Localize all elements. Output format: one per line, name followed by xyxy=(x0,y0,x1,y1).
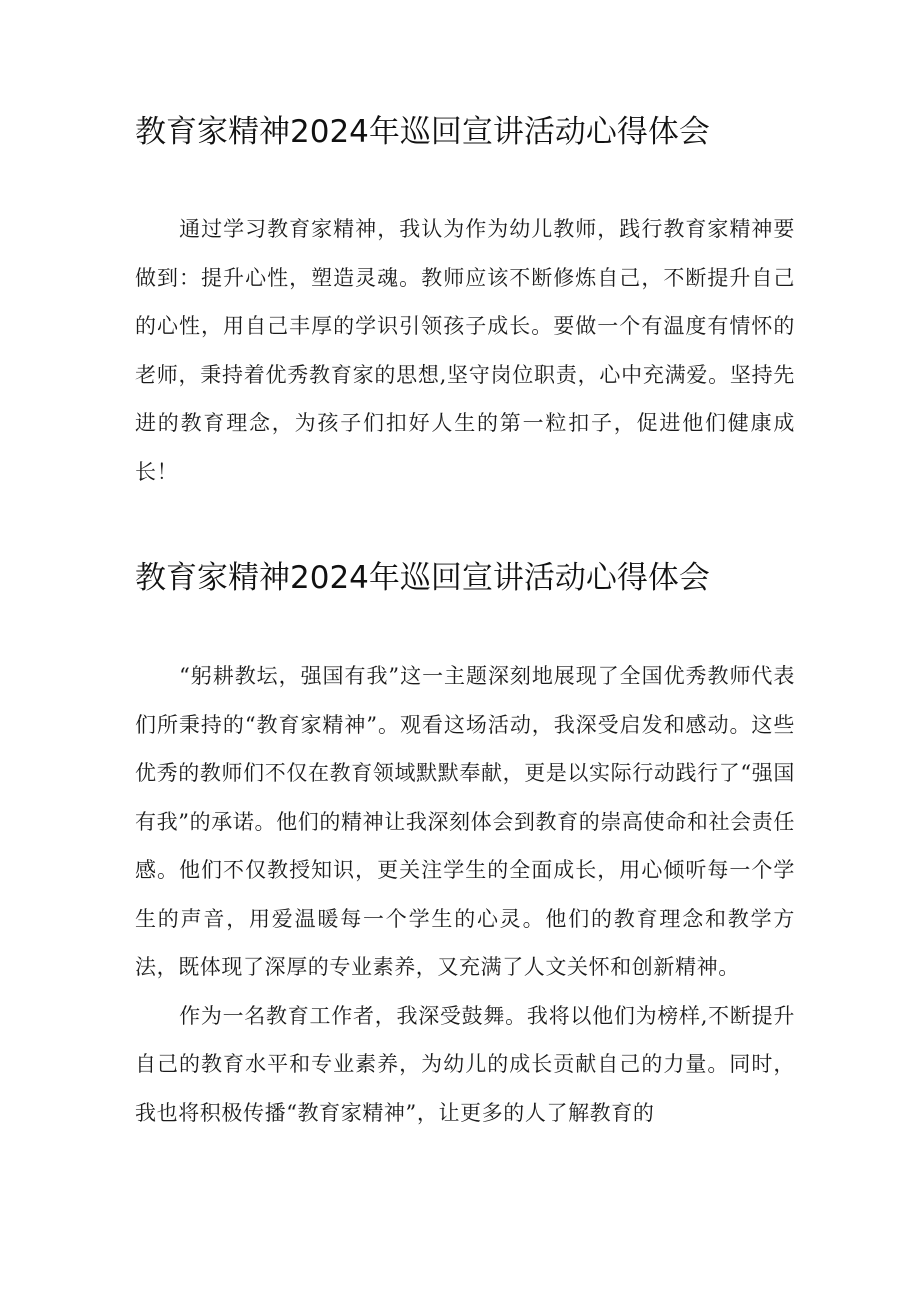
article-title: 教育家精神2024年巡回宣讲活动心得体会 xyxy=(135,114,710,150)
article-section-2 xyxy=(135,558,795,1137)
article-paragraph: “躬耕教坛，强国有我”这一主题深刻地展现了全国优秀教师代表们所秉持的“教育家精神”。观看这场活动，我深受启发和感动。这些优秀的教师们不仅在教育领域默默奉献，更是以实际行动践行了“强国有我”的承诺。他们的精神让我深刻体会到教育的崇高使命和社会责任感。他们不仅教授知识，更关注学生的全面成长，用心倾听每一个学生的声音，用爱温暖每一个学生的心灵。他们的教育理念和教学方法，既体现了深厚的专业素养，又充满了人文关怀和创新精神。 xyxy=(135,664,795,979)
article-section-1 xyxy=(135,112,795,496)
article-title: 教育家精神2024年巡回宣讲活动心得体会 xyxy=(135,560,710,596)
article-paragraph: 通过学习教育家精神，我认为作为幼儿教师，践行教育家精神要做到：提升心性，塑造灵魂。教师应该不断修炼自己，不断提升自己的心性，用自己丰厚的学识引领孩子成长。要做一个有温度有情怀的老师，秉持着优秀教育家的思想,坚守岗位职责，心中充满爱。坚持先进的教育理念，为孩子们扣好人生的第一粒扣子，促进他们健康成长！ xyxy=(135,217,795,484)
article-paragraph: 作为一名教育工作者，我深受鼓舞。我将以他们为榜样,不断提升自己的教育水平和专业素养，为幼儿的成长贡献自己的力量。同时，我也将积极传播“教育家精神”，让更多的人了解教育的 xyxy=(135,1003,795,1125)
